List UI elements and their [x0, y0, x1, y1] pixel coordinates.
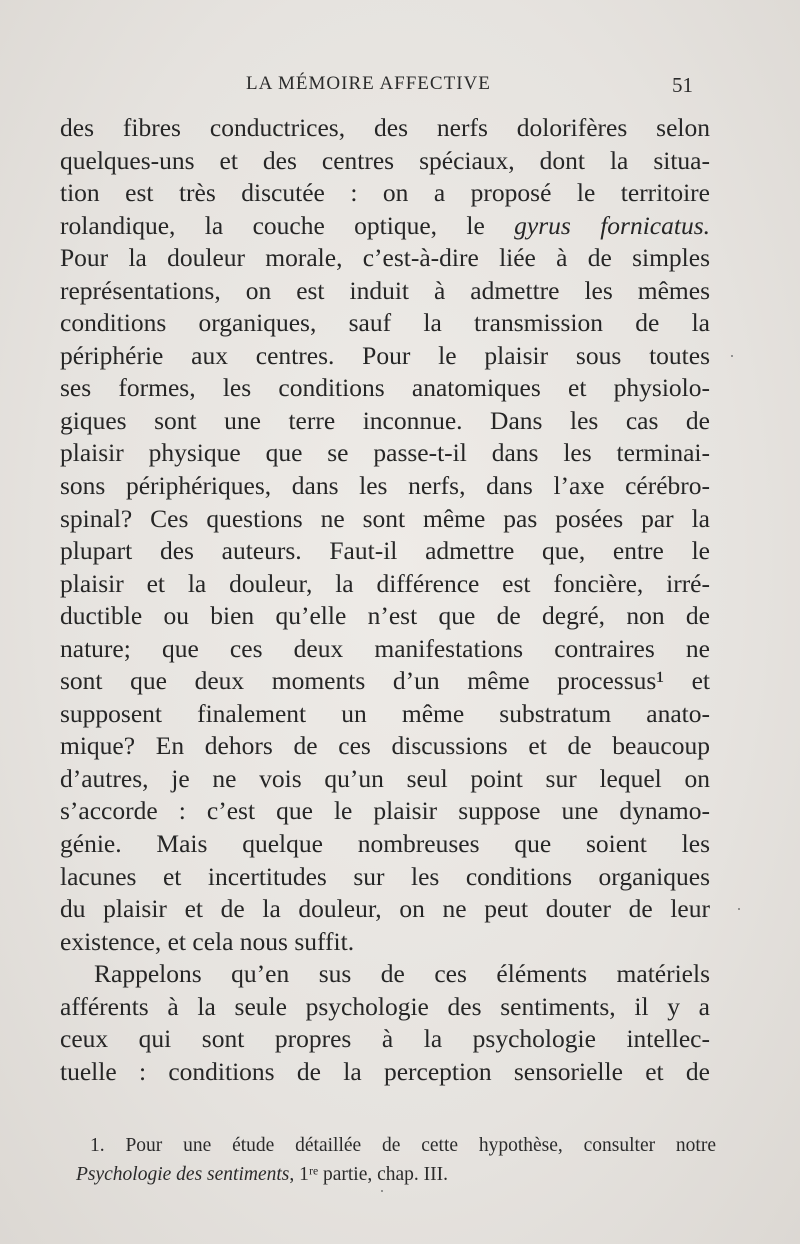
- text-line: ses formes, les conditions anatomiques et physiolo-: [60, 373, 710, 403]
- page-header: [0, 73, 800, 103]
- text-line: conditions organiques, sauf la transmission de la: [60, 308, 710, 338]
- paragraph-end-line: existence, et cela nous suffit.: [60, 926, 355, 956]
- paper-speck: [731, 355, 733, 357]
- italic-term: Psychologie des sentiments: [76, 1164, 290, 1185]
- page-number: 51: [672, 73, 693, 97]
- text-line: lacunes et incertitudes sur les conditions organiques: [60, 861, 710, 891]
- body-text: [60, 112, 710, 1088]
- text-line: tion est très discutée : on a proposé le territoire: [60, 178, 710, 208]
- text-line: afférents à la seule psychologie des sentiments, il y a: [60, 991, 710, 1021]
- text-line: représentations, on est induit à admettre les mêmes: [60, 275, 710, 305]
- italic-term: gyrus fornicatus.: [514, 210, 711, 240]
- paper-speck: [738, 908, 740, 910]
- text-line: nature; que ces deux manifestations contraires ne: [60, 633, 710, 663]
- text-line: des fibres conductrices, des nerfs dolorifères selon: [60, 113, 710, 142]
- text-line: sons périphériques, dans les nerfs, dans l’axe cérébro-: [60, 471, 710, 501]
- text-line: plupart des auteurs. Faut-il admettre que, entre le: [60, 536, 710, 566]
- text-line: sont que deux moments d’un même processus¹ et: [60, 666, 710, 696]
- text-line: du plaisir et de la douleur, on ne peut douter de leur: [60, 894, 710, 924]
- footnote-citation: Psychologie des sentiments, 1ʳᵉ partie, chap. III.: [76, 1164, 449, 1185]
- text-line: supposent finalement un même substratum anato-: [60, 698, 710, 728]
- text-line: ductible ou bien qu’elle n’est que de degré, non de: [60, 601, 710, 631]
- paragraph-start-line: Rappelons qu’en sus de ces éléments matériels: [94, 959, 710, 989]
- footnote-line: 1. Pour une étude détaillée de cette hypothèse, consulter notre: [90, 1135, 716, 1156]
- text-line: plaisir et la douleur, la différence est foncière, irré-: [60, 568, 710, 598]
- text-line: spinal? Ces questions ne sont même pas posées par la: [60, 503, 710, 533]
- paper-speck: [381, 1190, 383, 1192]
- text-line: tuelle : conditions de la perception sensorielle et de: [60, 1056, 710, 1086]
- text-line: génie. Mais quelque nombreuses que soient les: [60, 829, 710, 859]
- text-line: plaisir physique que se passe-t-il dans les terminai-: [60, 438, 710, 468]
- text-line: mique? En dehors de ces discussions et de beaucoup: [60, 731, 710, 761]
- text-line: quelques-uns et des centres spéciaux, dont la situa-: [60, 145, 710, 175]
- text-line: rolandique, la couche optique, le gyrus fornicatus.: [60, 210, 711, 240]
- text-line: Pour la douleur morale, c’est-à-dire liée à de simples: [60, 243, 710, 273]
- text-line: giques sont une terre inconnue. Dans les cas de: [60, 405, 710, 435]
- text-line: d’autres, je ne vois qu’un seul point sur lequel on: [60, 763, 710, 793]
- footnote: [76, 1131, 716, 1189]
- running-title: LA MÉMOIRE AFFECTIVE: [246, 73, 491, 94]
- text-line: s’accorde : c’est que le plaisir suppose une dynamo-: [60, 796, 710, 826]
- text-line: ceux qui sont propres à la psychologie intellec-: [60, 1024, 710, 1054]
- text-line: périphérie aux centres. Pour le plaisir sous toutes: [60, 340, 710, 370]
